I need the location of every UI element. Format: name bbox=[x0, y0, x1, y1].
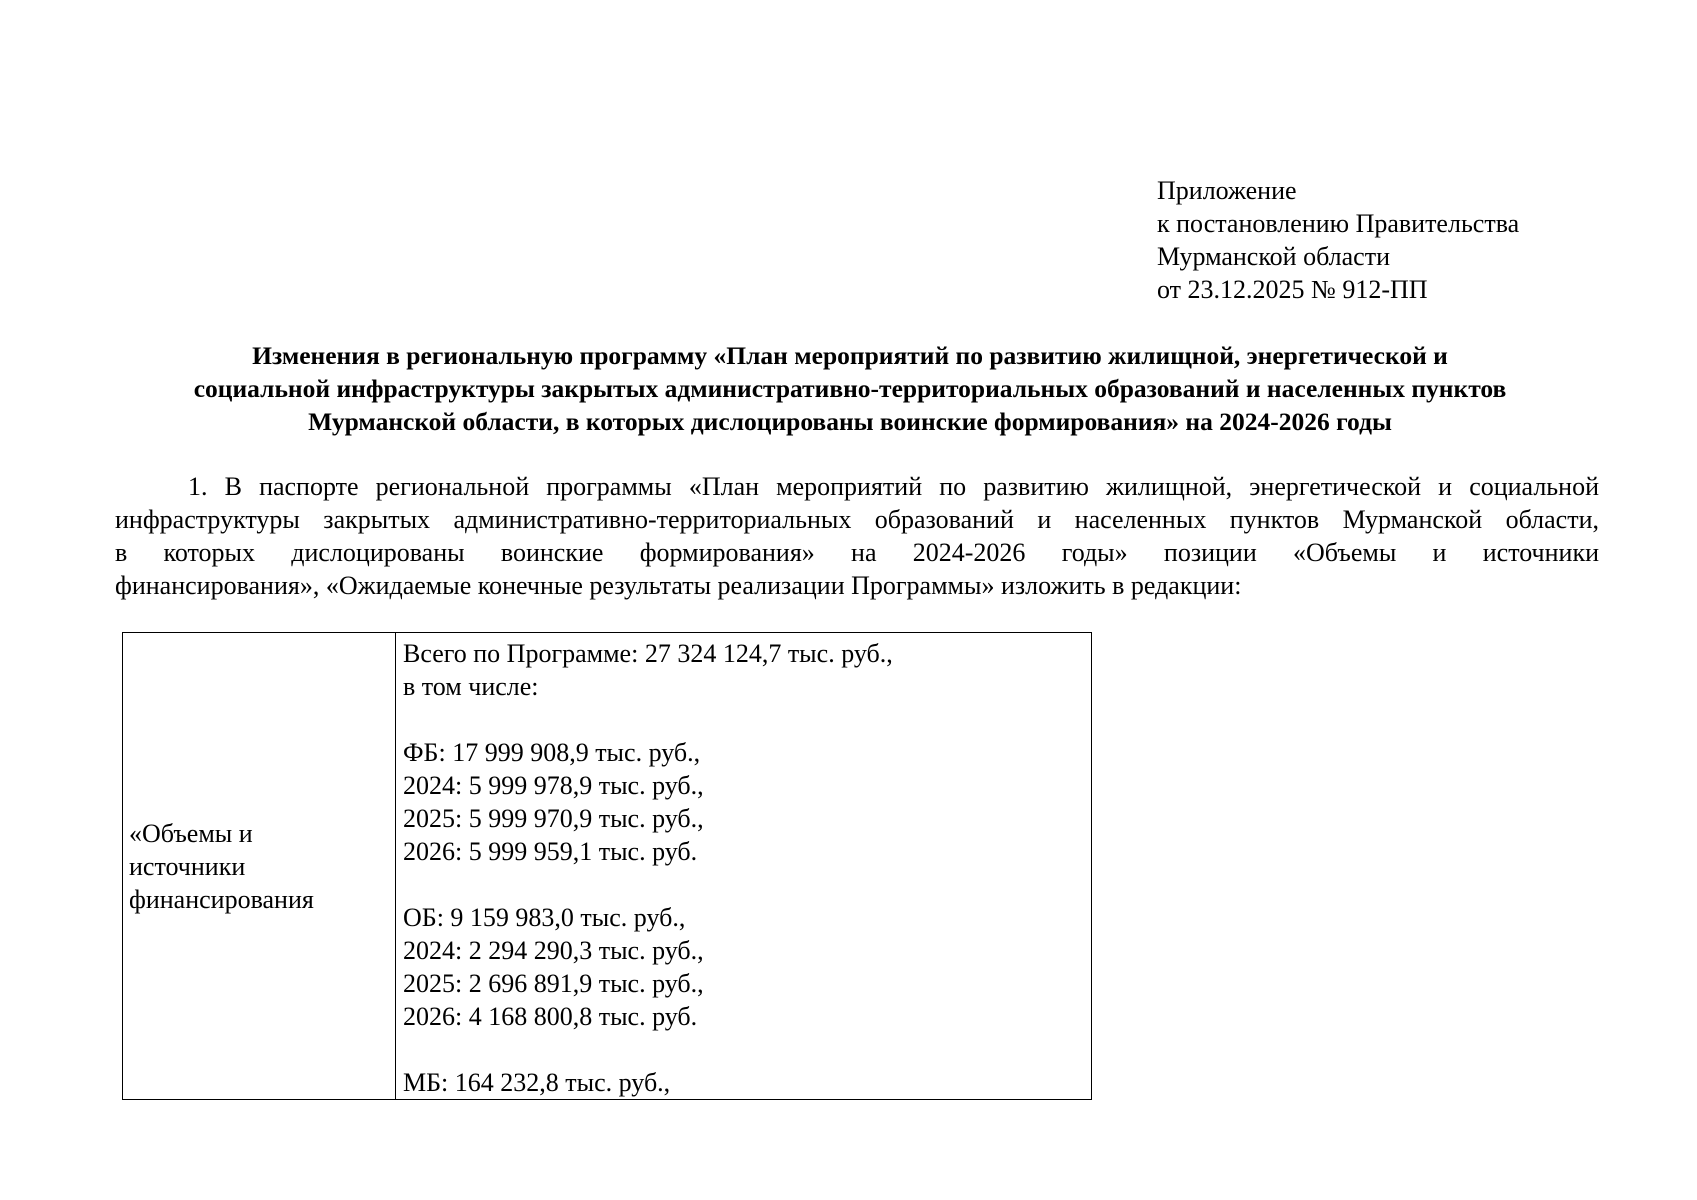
body-paragraph bbox=[115, 470, 1599, 602]
fb-total: ФБ: 17 999 908,9 тыс. руб., bbox=[403, 738, 701, 767]
ob-total: ОБ: 9 159 983,0 тыс. руб., bbox=[403, 903, 686, 932]
label-line: финансирования bbox=[129, 884, 314, 914]
ob-2024: 2024: 2 294 290,3 тыс. руб., bbox=[403, 936, 704, 965]
paragraph-line: 1. В паспорте региональной программы «План мероприятий по развитию жилищной, энергетической и социальной bbox=[188, 472, 1599, 501]
ob-2026: 2026: 4 168 800,8 тыс. руб. bbox=[403, 1002, 698, 1031]
fb-2024: 2024: 5 999 978,9 тыс. руб., bbox=[403, 771, 704, 800]
label-line: «Объемы и bbox=[129, 818, 253, 848]
including-label: в том числе: bbox=[403, 672, 539, 701]
financing-label-cell bbox=[123, 633, 396, 1100]
financing-values-cell bbox=[396, 633, 1092, 1100]
document-title bbox=[110, 339, 1590, 438]
program-total: Всего по Программе: 27 324 124,7 тыс. руб., bbox=[403, 639, 893, 668]
mb-total: МБ: 164 232,8 тыс. руб., bbox=[403, 1068, 671, 1097]
spacer bbox=[403, 1033, 1085, 1066]
paragraph-line: финансирования», «Ожидаемые конечные результаты реализации Программы» изложить в редакции: bbox=[115, 571, 1242, 600]
appendix-date-number: от 23.12.2025 № 912-ПП bbox=[1157, 275, 1428, 304]
fb-2025: 2025: 5 999 970,9 тыс. руб., bbox=[403, 804, 704, 833]
spacer bbox=[403, 868, 1085, 901]
table-row bbox=[123, 633, 1092, 1100]
fb-2026: 2026: 5 999 959,1 тыс. руб. bbox=[403, 837, 698, 866]
appendix-line: Мурманской области bbox=[1157, 242, 1390, 271]
ob-2025: 2025: 2 696 891,9 тыс. руб., bbox=[403, 969, 704, 998]
spacer bbox=[403, 703, 1085, 736]
paragraph-line: в которых дислоцированы воинские формирования» на 2024-2026 годы» позиции «Объемы и источники bbox=[115, 538, 1599, 567]
label-line: источники bbox=[129, 851, 246, 881]
appendix-header bbox=[1157, 174, 1519, 306]
title-line: Изменения в региональную программу «План мероприятий по развитию жилищной, энергетической и bbox=[252, 341, 1448, 370]
title-line: Мурманской области, в которых дислоцированы воинские формирования» на 2024-2026 годы bbox=[308, 407, 1392, 436]
title-line: социальной инфраструктуры закрытых административно-территориальных образований и населенных пунктов bbox=[193, 374, 1507, 403]
paragraph-line: инфраструктуры закрытых административно-территориальных образований и населенных пунктов Мурманской области, bbox=[115, 505, 1599, 534]
appendix-line: Приложение bbox=[1157, 176, 1297, 205]
appendix-line: к постановлению Правительства bbox=[1157, 209, 1520, 238]
financing-table bbox=[122, 632, 1092, 1100]
